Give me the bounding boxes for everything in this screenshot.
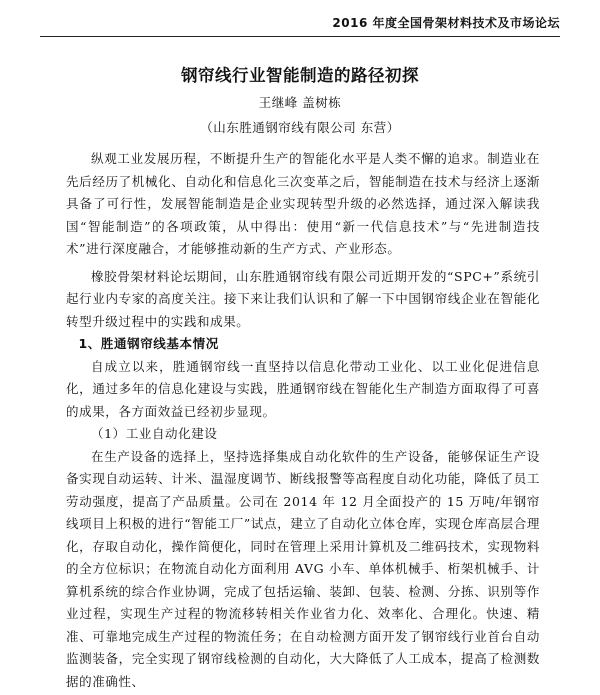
article-affiliation: （山东胜通钢帘线有限公司 东营） [200, 120, 400, 135]
article-authors: 王继峰 盖树栋 [258, 95, 342, 110]
running-title: 2016 年度全国骨架材料技术及市场论坛 [332, 16, 560, 30]
article-body [66, 148, 540, 693]
running-header [40, 14, 560, 37]
subsection-heading: （1）工业自动化建设 [91, 426, 218, 441]
article-title: 钢帘线行业智能制造的路径初探 [181, 66, 419, 85]
forum-paragraph: 橡胶骨架材料论坛期间，山东胜通钢帘线有限公司近期开发的“SPC+”系统引起行业内专家的高度关注。接下来让我们认识和了解一下中国钢帘线企业在智能化转型升级过程中的实践和成果。 [66, 268, 540, 329]
section-paragraph: 自成立以来，胜通钢帘线一直坚持以信息化带动工业化、以工业化促进信息化，通过多年的信息化建设与实践，胜通钢帘线在智能化生产制造方面取得了可喜的成果，各方面效益已经初步显现。 [66, 358, 540, 419]
section-heading: 1、胜通钢帘线基本情况 [78, 336, 219, 351]
subsection-paragraph: 在生产设备的选择上，坚持选择集成自动化软件的生产设备，能够保证生产设备实现自动运转、计米、温湿度调节、断线报警等高程度自动化功能，降低了员工劳动强度，提高了产品质量。公司在 2014 年 12 月全面投产的 15 万吨/年钢帘线项目上积极的进行“智能工厂”试点，建立了自动化立体仓库，实现仓库高层合理化，存取自动化，操作简便化，同时在管理上采用计算机及二维码技术，实现物料的全方位标识；在物流自动化方面利用 AVG 小车、单体机械手、桁架机械手、计算机系统的综合作业协调，完成了包括运输、装卸、包装、检测、分拣、识别等作业过程，实现生产过程的物流移转相关作业省力化、效率化、合理化。快速、精准、可靠地完成生产过程的物流任务；在自动检测方面开发了钢帘线行业首台自动监测装备，完全实现了钢帘线检测的自动化，大大降低了人工成本，提高了检测数据的准确性、 [66, 448, 540, 689]
intro-paragraph: 纵观工业发展历程，不断提升生产的智能化水平是人类不懈的追求。制造业在先后经历了机械化、自动化和信息化三次变革之后，智能制造在技术与经济上逐渐具备了可行性，发展智能制造是企业实现转型升级的必然选择，通过深入解读我国“智能制造”的各项政策，从中得出：使用“新一代信息技术”与“先进制造技术”进行深度融合，才能够推动新的生产方式、产业形态。 [66, 151, 540, 256]
